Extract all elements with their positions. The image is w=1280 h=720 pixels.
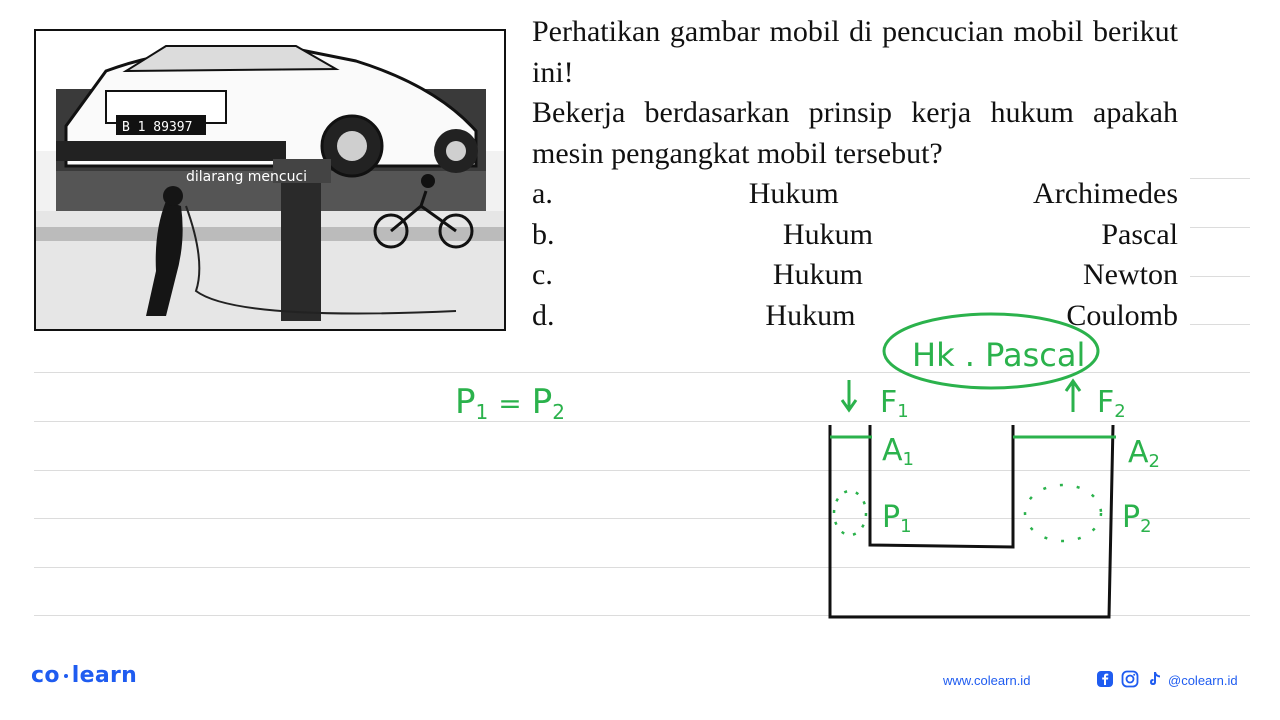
eq-right-sub: 2 [552, 400, 565, 424]
label-p1: P [882, 500, 901, 535]
svg-text:F1 [880, 385, 909, 422]
label-f1-sub: 1 [897, 401, 909, 422]
eq-equals: = [498, 387, 522, 420]
logo-learn: learn [71, 663, 138, 688]
u-tube-diagram [830, 425, 1113, 617]
label-a2: A [1128, 435, 1149, 470]
question-prompt: Bekerja berdasarkan prinsip kerja hukum apakah mesin pengangkat mobil tersebut? [532, 96, 1178, 170]
colearn-logo [31, 663, 137, 688]
arrow-up-icon [1066, 381, 1080, 412]
label-f2-sub: 2 [1114, 401, 1126, 422]
pressure-region-1 [834, 491, 866, 535]
facebook-icon[interactable] [1096, 670, 1114, 688]
car-plate: B 1 89397 [122, 120, 193, 135]
option-b: b. Hukum Pascal [532, 217, 1178, 251]
label-f1: F [880, 385, 898, 420]
label-p2-sub: 2 [1140, 516, 1152, 537]
question-intro: Perhatikan gambar mobil di pencucian mobil berikut ini! [532, 15, 1178, 89]
svg-text:A1 [882, 433, 914, 470]
eq-right: P [531, 382, 553, 422]
svg-text:A2 [1128, 435, 1160, 472]
pressure-region-2 [1025, 485, 1101, 541]
social-handle[interactable]: @colearn.id [1168, 673, 1238, 688]
tiktok-icon[interactable] [1146, 670, 1164, 688]
logo-dot [64, 674, 68, 678]
svg-text:F2 [1097, 385, 1126, 422]
option-c: c. Hukum Newton [532, 258, 1178, 291]
answer-text: Hk . Pascal [912, 336, 1086, 374]
instagram-icon[interactable] [1121, 670, 1139, 688]
label-a2-sub: 2 [1148, 451, 1160, 472]
svg-text:P1=P2 [455, 382, 565, 424]
svg-text:P2 [1122, 500, 1152, 537]
eq-left: P [455, 382, 476, 422]
banner-text: dilarang mencuci [186, 169, 308, 185]
label-f2: F [1097, 385, 1115, 420]
option-d: d. Hukum Coulomb [532, 298, 1178, 332]
label-a1-sub: 1 [902, 449, 914, 470]
website-link[interactable]: www.colearn.id [943, 673, 1031, 688]
label-p1-sub: 1 [900, 516, 912, 537]
arrow-down-icon [842, 380, 856, 410]
logo-co: co [31, 663, 60, 688]
option-a: a. Hukum Archimedes [532, 177, 1178, 210]
label-a1: A [882, 433, 903, 468]
label-p2: P [1122, 500, 1141, 535]
svg-text:P1 [882, 500, 912, 537]
eq-left-sub: 1 [475, 400, 489, 424]
